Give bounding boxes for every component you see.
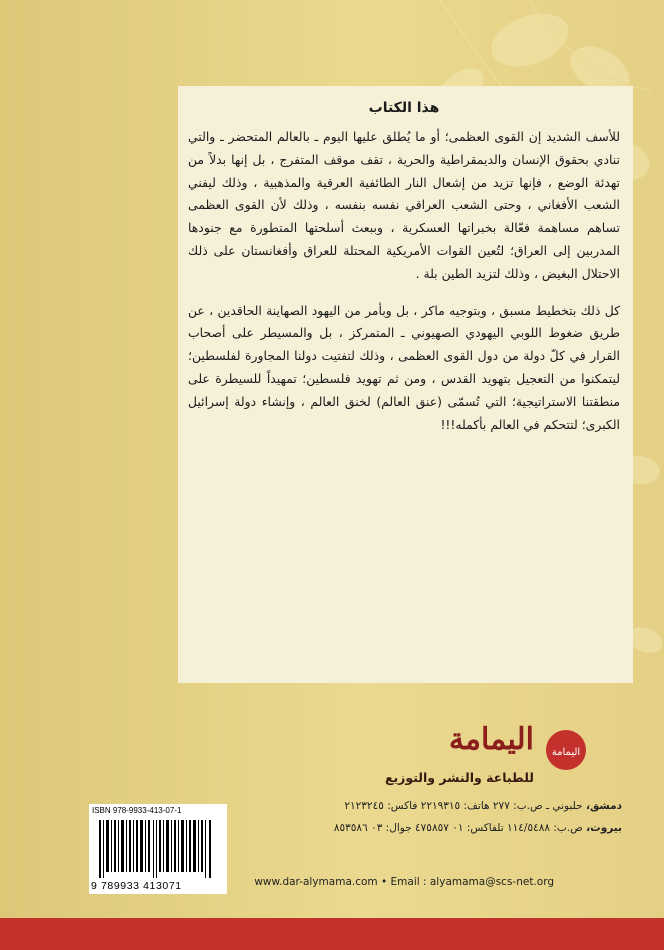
address-beirut bbox=[334, 822, 622, 834]
bottom-color-band bbox=[0, 918, 664, 950]
city-damascus: دمشق، bbox=[585, 800, 622, 812]
blurb-title: هذا الكتاب bbox=[368, 100, 440, 116]
barcode-number: 9 789933 413071 bbox=[91, 880, 182, 892]
publisher-name: اليمامة bbox=[448, 722, 534, 757]
publisher-logo-icon bbox=[544, 728, 588, 772]
blurb-paragraph-2: كل ذلك بتخطيط مسبق ، وبتوجيه ماكر ، بل وبأمر من اليهود الصهاينة الحاقدين ، عن طريق ضغوط اللوبي اليهودي الصهيوني ـ المتمركز ، بل والمسيطر على أصحاب القرار في كلّ دولة من دول القوى العظمى ، وذلك لتفتيت دولنا المجاورة لفلسطين؛ ليتمكنوا من التعجيل بتهويد القدس ، ومن ثم تهويد فلسطين؛ تمهيداً للسيطرة على منطقتنا الاستراتيجية؛ التي تُسمّى (عنق العالم) لخنق العالم ، وإنشاء دولة إسرائيل الكبرى؛ لتتحكم في العالم بأكمله!!! bbox=[188, 302, 620, 432]
logo-text: اليمامة bbox=[551, 747, 581, 758]
website-link[interactable]: www.dar-alymama.com bbox=[254, 876, 378, 888]
address-damascus bbox=[344, 800, 622, 812]
blurb-paragraph-1: للأسف الشديد إن القوى العظمى؛ أو ما يُطلق عليها اليوم ـ بالعالم المتحضر ـ والتي تنادي بحقوق الإنسان والديمقراطية والحرية ، تقف موقف المتفرج ، بل إنها بدلاً من تهدئة الوضع ، فإنها تزيد من إشعال النار الطائفية العرقية والمذهبية ، وذلك ليفني الشعب الأفغاني ، وحتى الشعب العراقي نفسه بنفسه ، وذلك لأن القوى العظمى تساهم مساهمة فعّالة بخبراتها العسكرية ، وببعث أسلحتها المتطورة مع جنودها المدربين إلى العراق؛ لتُعين القوات الأمريكية المحتلة للعراق وأفغانستان على ذلك الاحتلال البغيض ، وذلك لتزيد الطين بلة . bbox=[188, 129, 620, 281]
contact-line bbox=[254, 876, 554, 888]
book-blurb bbox=[188, 100, 620, 450]
publisher-tagline: للطباعة والنشر والتوزيع bbox=[384, 770, 534, 785]
email-link[interactable]: Email : alyamama@scs-net.org bbox=[390, 876, 554, 888]
beirut-details: ص.ب: ١١٤/٥٤٨٨ تلفاكس: ٠١ ٤٧٥٨٥٧ جوال: ٠٣ ٨٥٣٥٨٦ bbox=[333, 822, 583, 834]
separator: • bbox=[380, 876, 388, 888]
city-beirut: بيروت، bbox=[586, 822, 622, 834]
isbn-text: ISBN 978-9933-413-07-1 bbox=[92, 806, 182, 815]
damascus-details: حلبوني ـ ص.ب: ٢٧٧ هاتف: ٢٢١٩٣١٥ فاكس: ٢١٢٣٢٤٥ bbox=[344, 800, 583, 812]
